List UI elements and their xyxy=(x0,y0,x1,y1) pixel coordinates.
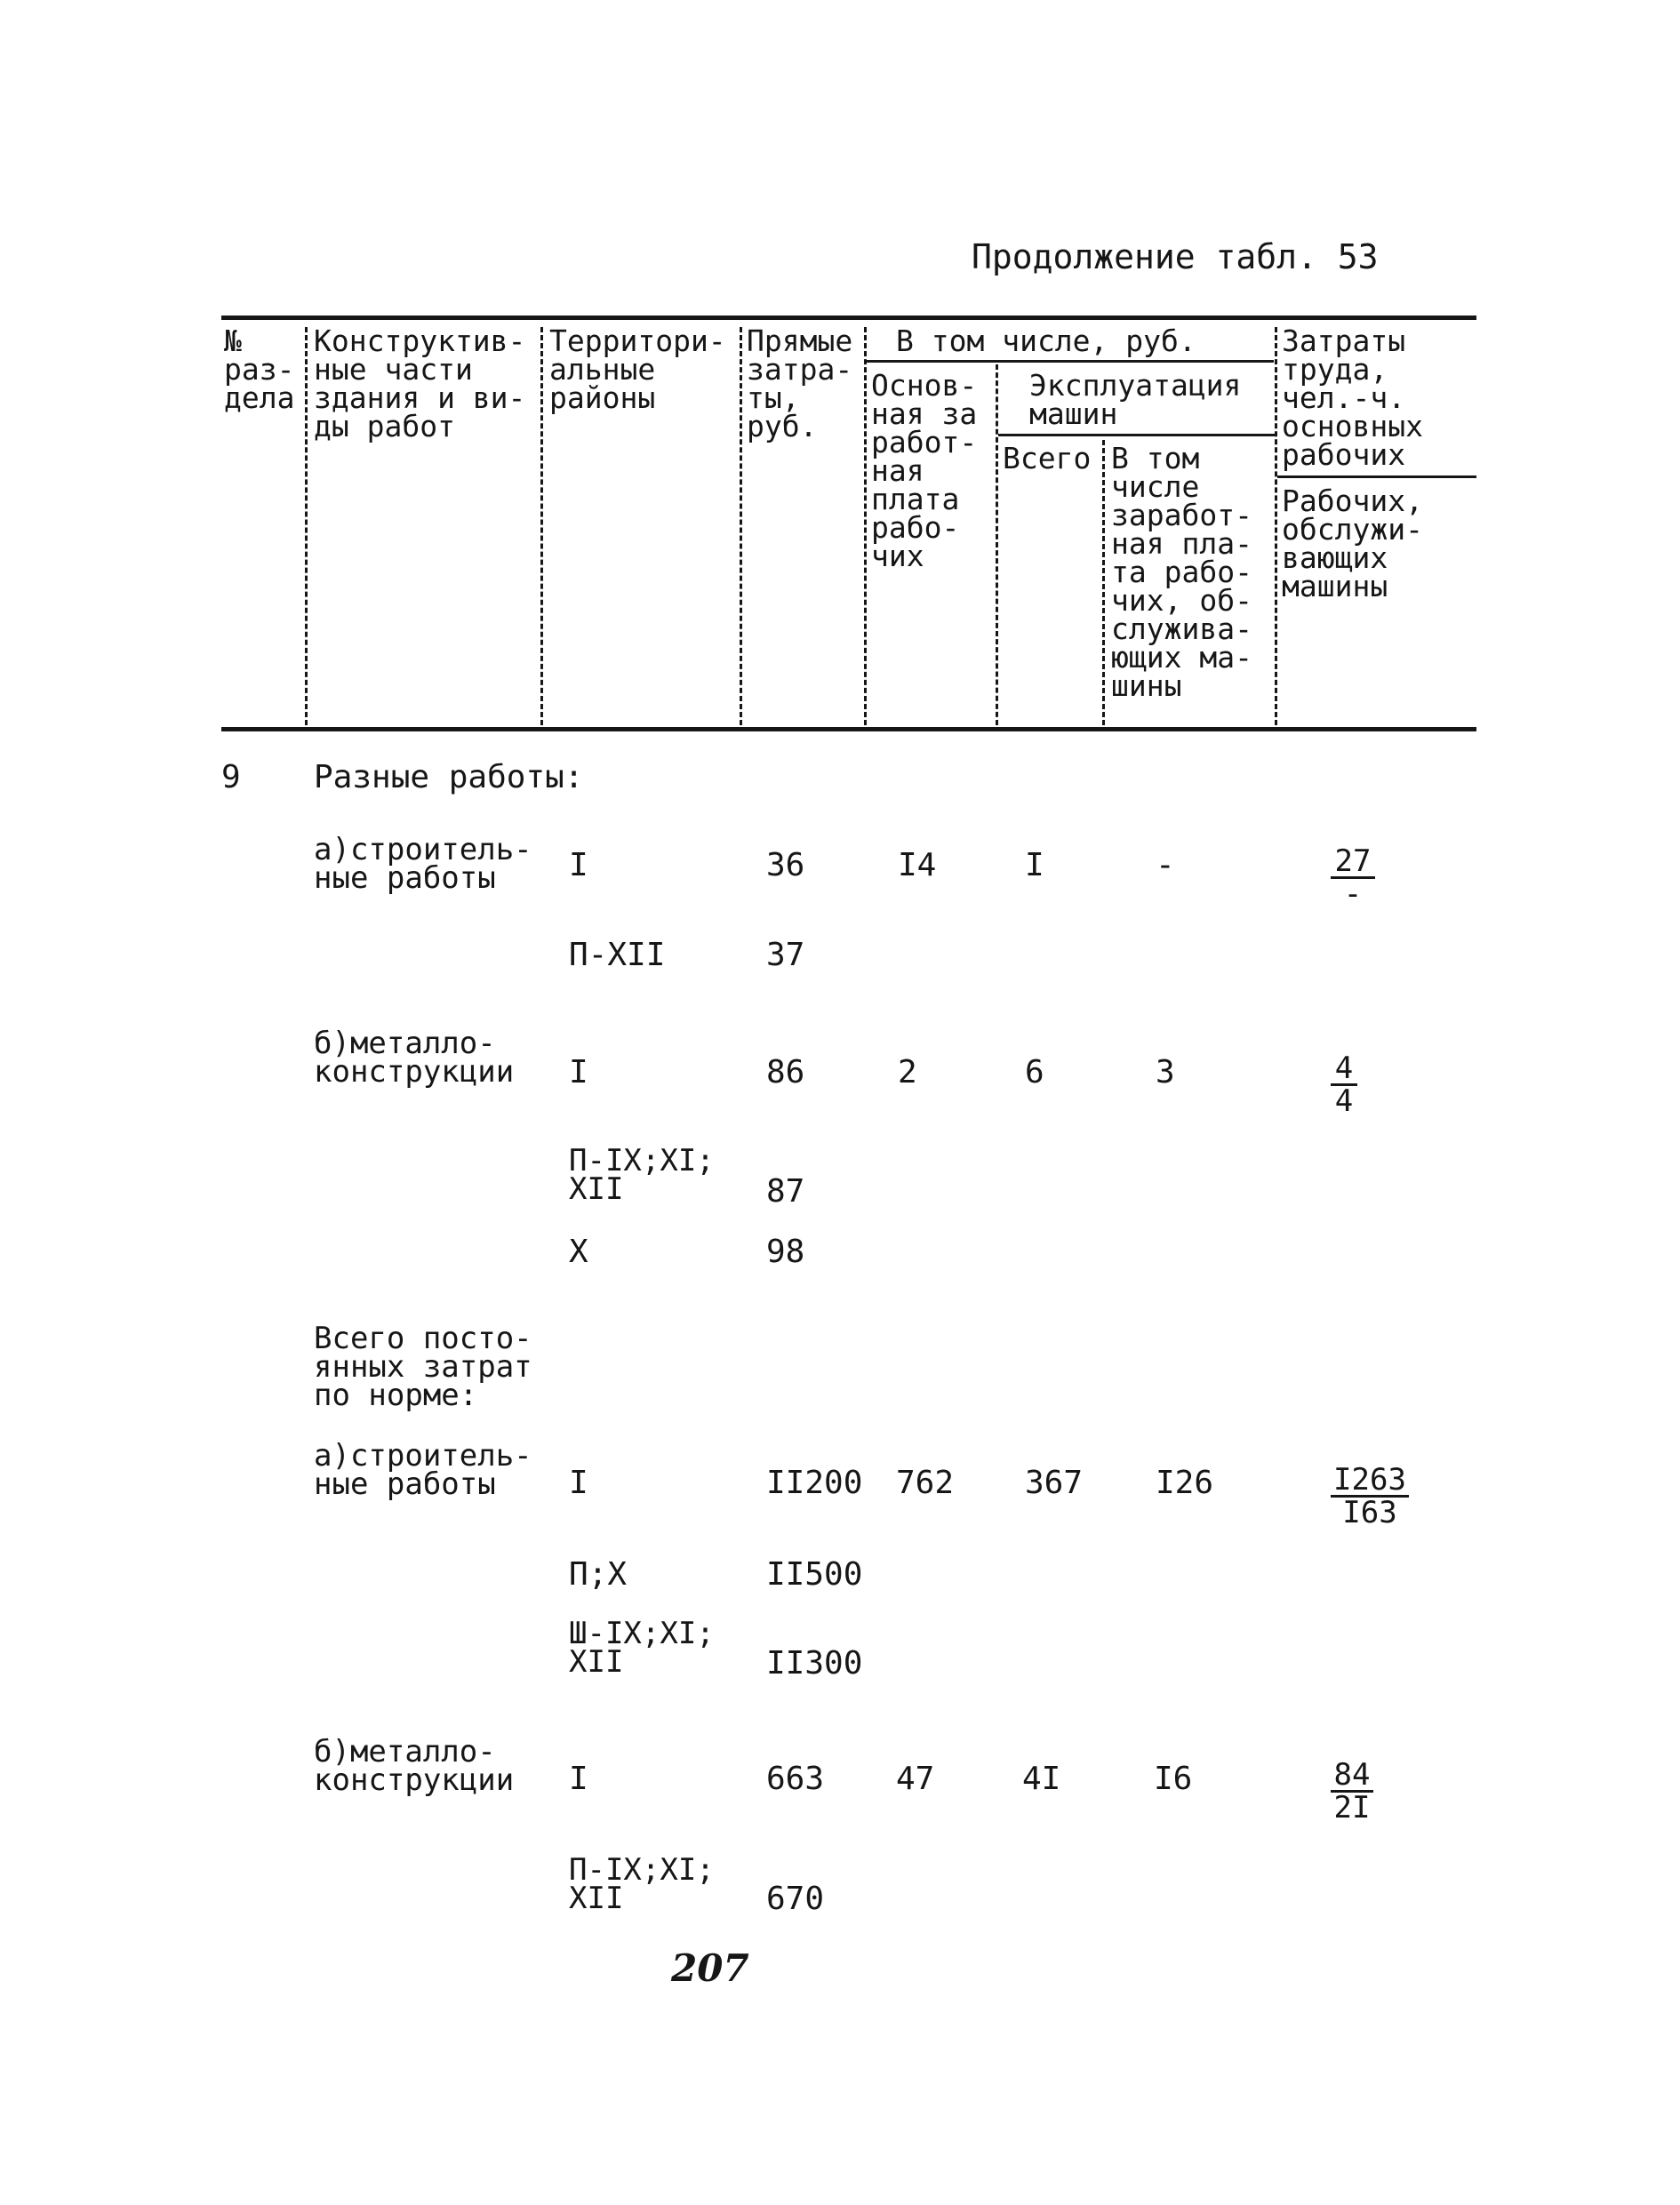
labor-main: I263 xyxy=(1331,1465,1409,1498)
labor-machine: I63 xyxy=(1342,1495,1397,1530)
row-direct: 36 xyxy=(766,847,805,883)
section-title: Разные работы: xyxy=(314,759,584,795)
row-region: П-XII xyxy=(569,937,666,973)
row-label: а)строитель- ные работы xyxy=(314,1438,532,1502)
labor-machine: - xyxy=(1343,876,1363,912)
col-divider xyxy=(740,327,742,725)
row-label: а)строитель- ные работы xyxy=(314,832,532,896)
header-top-rule xyxy=(221,316,1476,320)
col-divider xyxy=(1275,327,1277,725)
row-wage: 762 xyxy=(896,1465,955,1501)
labor-machine: 2I xyxy=(1333,1790,1371,1826)
row-region: I xyxy=(569,847,588,883)
header-col-labor-bottom: Рабочих, обслужи- вающих машины xyxy=(1282,483,1423,603)
page-number: 207 xyxy=(671,1946,749,1990)
row-machine-wage: 3 xyxy=(1156,1054,1175,1091)
row-direct: 670 xyxy=(766,1881,825,1917)
row-machine-wage: - xyxy=(1156,847,1175,883)
row-region: X xyxy=(569,1234,588,1270)
row-region: I xyxy=(569,1465,588,1501)
row-machine-wage: I6 xyxy=(1154,1761,1193,1797)
header-col-incl: В том числе, руб. xyxy=(896,324,1196,358)
row-machines: 6 xyxy=(1025,1054,1044,1091)
labor-main: 84 xyxy=(1331,1760,1373,1793)
row-region: I xyxy=(569,1054,588,1091)
row-direct: 663 xyxy=(766,1761,825,1797)
header-col-labor-top: Затраты труда, чел.-ч. основных рабочих xyxy=(1282,324,1423,472)
header-col-total: Всего xyxy=(1003,441,1092,475)
header-col-parts: Конструктив- ные части здания и ви- ды работ xyxy=(314,324,526,443)
row-region: I xyxy=(569,1761,588,1797)
row-machines: 4I xyxy=(1022,1761,1061,1797)
row-machines: 367 xyxy=(1025,1465,1084,1501)
row-direct: 86 xyxy=(766,1054,805,1091)
row-labor xyxy=(1331,1757,1373,1826)
row-machines: I xyxy=(1025,847,1044,883)
row-machine-wage: I26 xyxy=(1156,1465,1214,1501)
row-labor xyxy=(1331,843,1375,912)
row-region: Ш-IX;XI; XII xyxy=(569,1616,715,1680)
header-col-number: № раз- дела xyxy=(224,324,295,415)
col-divider xyxy=(864,327,867,725)
row-direct: II300 xyxy=(766,1645,863,1682)
row-region: П-IX;XI; XII xyxy=(569,1852,715,1916)
col-divider xyxy=(996,364,998,725)
row-direct: II200 xyxy=(766,1465,863,1501)
row-direct: II500 xyxy=(766,1556,863,1593)
header-col-incl-wage: В том числе заработ- ная пла- та рабо- чих, об- служива- ющих ма- шины xyxy=(1111,441,1252,703)
col-divider xyxy=(1102,440,1105,725)
row-label: б)металло- конструкции xyxy=(314,1026,515,1090)
labor-main: 4 xyxy=(1331,1053,1357,1086)
row-direct: 87 xyxy=(766,1173,805,1210)
row-labor xyxy=(1331,1051,1357,1119)
subheader-rule xyxy=(867,360,1274,363)
header-col-regions: Территори- альные районы xyxy=(549,324,726,415)
header-col-wage: Основ- ная за работ- ная плата рабо- чих xyxy=(871,368,978,573)
row-region: П;X xyxy=(569,1556,628,1593)
col-divider xyxy=(540,327,543,725)
table-caption: Продолжение табл. 53 xyxy=(972,237,1379,276)
row-region: П-IX;XI; XII xyxy=(569,1143,715,1207)
header-bottom-rule xyxy=(221,727,1476,731)
subheader-rule xyxy=(998,434,1275,436)
row-wage: 2 xyxy=(898,1054,917,1091)
row-direct: 98 xyxy=(766,1234,805,1270)
header-col-direct: Прямые затра- ты, руб. xyxy=(747,324,853,443)
section-number: 9 xyxy=(221,759,241,795)
row-labor xyxy=(1331,1462,1409,1530)
total-label: Всего посто- янных затрат по норме: xyxy=(314,1321,532,1413)
labor-machine: 4 xyxy=(1334,1083,1354,1119)
row-wage: I4 xyxy=(898,847,937,883)
col-divider xyxy=(305,327,308,725)
subheader-rule xyxy=(1277,475,1476,478)
labor-main: 27 xyxy=(1331,846,1375,879)
header-col-machines: Эксплуатация машин xyxy=(1029,368,1242,431)
row-direct: 37 xyxy=(766,937,805,973)
row-wage: 47 xyxy=(896,1761,935,1797)
row-label: б)металло- конструкции xyxy=(314,1734,515,1798)
